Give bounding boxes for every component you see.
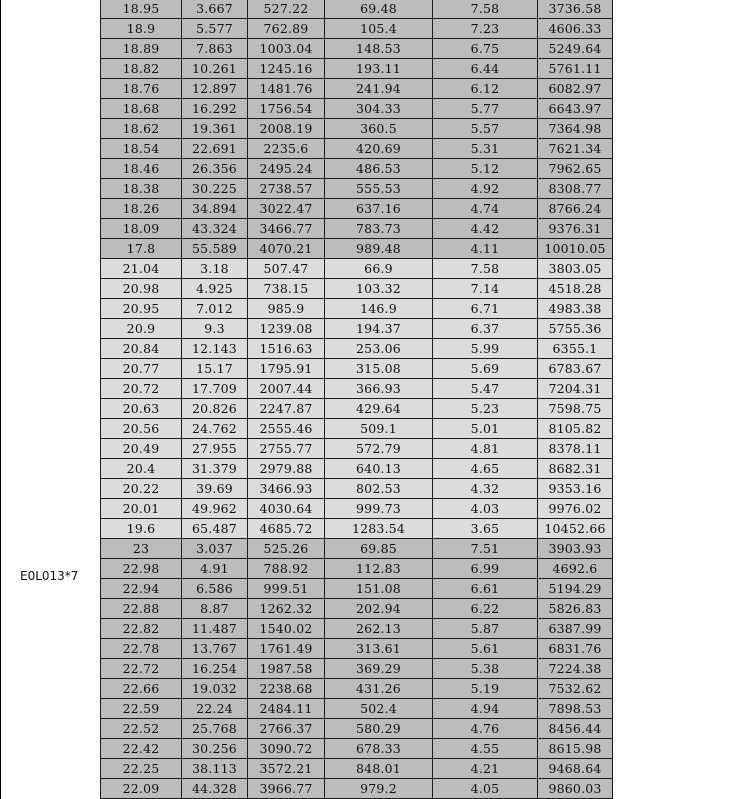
table-cell: 20.826 [182, 399, 248, 419]
table-cell: 20.01 [101, 499, 182, 519]
table-cell: 3966.77 [248, 779, 325, 799]
table-cell: 1239.08 [248, 319, 325, 339]
table-row [101, 699, 613, 719]
table-cell: 5.01 [433, 419, 538, 439]
table-cell: 9860.03 [538, 779, 613, 799]
table-row [101, 59, 613, 79]
table-cell: 5755.36 [538, 319, 613, 339]
table-cell: 8105.82 [538, 419, 613, 439]
table-cell: 22.25 [101, 759, 182, 779]
table-cell: 44.328 [182, 779, 248, 799]
table-cell: 555.53 [325, 179, 433, 199]
table-cell: 2738.57 [248, 179, 325, 199]
table-cell: 55.589 [182, 239, 248, 259]
table-cell: 2555.46 [248, 419, 325, 439]
table-cell: 9976.02 [538, 499, 613, 519]
table-row [101, 179, 613, 199]
table-row [101, 739, 613, 759]
table-cell: 4030.64 [248, 499, 325, 519]
table-row [101, 759, 613, 779]
table-cell: 6.586 [182, 579, 248, 599]
table-cell: 11.487 [182, 619, 248, 639]
table-cell: 678.33 [325, 739, 433, 759]
table-cell: 7.58 [433, 259, 538, 279]
table-cell: 18.68 [101, 99, 182, 119]
table-row [101, 19, 613, 39]
table-cell: 1283.54 [325, 519, 433, 539]
table-cell: 7.58 [433, 0, 538, 19]
table-cell: 20.72 [101, 379, 182, 399]
table-cell: 49.962 [182, 499, 248, 519]
table-cell: 5826.83 [538, 599, 613, 619]
table-cell: 486.53 [325, 159, 433, 179]
table-cell: 20.22 [101, 479, 182, 499]
table-row [101, 319, 613, 339]
table-row [101, 339, 613, 359]
table-row [101, 579, 613, 599]
table-cell: 105.4 [325, 19, 433, 39]
table-cell: 22.42 [101, 739, 182, 759]
table-cell: 10.261 [182, 59, 248, 79]
table-cell: 369.29 [325, 659, 433, 679]
table-cell: 429.64 [325, 399, 433, 419]
table-cell: 24.762 [182, 419, 248, 439]
table-cell: 9468.64 [538, 759, 613, 779]
table-cell: 22.88 [101, 599, 182, 619]
table-cell: 4.05 [433, 779, 538, 799]
table-cell: 194.37 [325, 319, 433, 339]
table-cell: 20.4 [101, 459, 182, 479]
table-cell: 17.8 [101, 239, 182, 259]
table-cell: 17.709 [182, 379, 248, 399]
table-cell: 20.95 [101, 299, 182, 319]
table-cell: 313.61 [325, 639, 433, 659]
table-cell: 802.53 [325, 479, 433, 499]
table-cell: 4692.6 [538, 559, 613, 579]
table-row [101, 159, 613, 179]
table-cell: 580.29 [325, 719, 433, 739]
table-cell: 3.667 [182, 0, 248, 19]
table-cell: 1540.02 [248, 619, 325, 639]
table-cell: 8766.24 [538, 199, 613, 219]
table-row [101, 619, 613, 639]
table-cell: 20.56 [101, 419, 182, 439]
table-cell: 7.51 [433, 539, 538, 559]
table-cell: 4.55 [433, 739, 538, 759]
table-cell: 18.9 [101, 19, 182, 39]
table-cell: 8682.31 [538, 459, 613, 479]
table-cell: 2007.44 [248, 379, 325, 399]
table-cell: 253.06 [325, 339, 433, 359]
table-cell: 4.91 [182, 559, 248, 579]
table-cell: 4070.21 [248, 239, 325, 259]
table-cell: 38.113 [182, 759, 248, 779]
table-cell: 23 [101, 539, 182, 559]
table-cell: 9353.16 [538, 479, 613, 499]
table-cell: 69.48 [325, 0, 433, 19]
table-cell: 8456.44 [538, 719, 613, 739]
table-cell: 22.72 [101, 659, 182, 679]
table-cell: 999.51 [248, 579, 325, 599]
table-cell: 2495.24 [248, 159, 325, 179]
table-cell: 18.62 [101, 119, 182, 139]
table-cell: 9.3 [182, 319, 248, 339]
table-cell: 3.65 [433, 519, 538, 539]
table-cell: 20.84 [101, 339, 182, 359]
table-cell: 4.925 [182, 279, 248, 299]
table-cell: 20.49 [101, 439, 182, 459]
table-cell: 27.955 [182, 439, 248, 459]
table-cell: 22.691 [182, 139, 248, 159]
table-cell: 20.63 [101, 399, 182, 419]
table-cell: 21.04 [101, 259, 182, 279]
table-cell: 4.21 [433, 759, 538, 779]
table-cell: 6355.1 [538, 339, 613, 359]
table-cell: 3903.93 [538, 539, 613, 559]
table-cell: 1481.76 [248, 79, 325, 99]
table-row [101, 659, 613, 679]
table-cell: 4.76 [433, 719, 538, 739]
table-cell: 43.324 [182, 219, 248, 239]
table-cell: 507.47 [248, 259, 325, 279]
table-cell: 2979.88 [248, 459, 325, 479]
table-cell: 304.33 [325, 99, 433, 119]
table-cell: 22.98 [101, 559, 182, 579]
table-cell: 4518.28 [538, 279, 613, 299]
table-cell: 4.03 [433, 499, 538, 519]
table-cell: 3.18 [182, 259, 248, 279]
table-cell: 525.26 [248, 539, 325, 559]
table-cell: 502.4 [325, 699, 433, 719]
table-cell: 103.32 [325, 279, 433, 299]
table-cell: 3022.47 [248, 199, 325, 219]
table-cell: 151.08 [325, 579, 433, 599]
table-cell: 18.46 [101, 159, 182, 179]
table-cell: 6082.97 [538, 79, 613, 99]
table-cell: 527.22 [248, 0, 325, 19]
table-cell: 12.897 [182, 79, 248, 99]
table-cell: 20.77 [101, 359, 182, 379]
table-cell: 69.85 [325, 539, 433, 559]
table-row [101, 479, 613, 499]
table-cell: 2484.11 [248, 699, 325, 719]
table-cell: 1987.58 [248, 659, 325, 679]
table-cell: 22.82 [101, 619, 182, 639]
table-cell: 2008.19 [248, 119, 325, 139]
table-cell: 66.9 [325, 259, 433, 279]
table-cell: 10010.05 [538, 239, 613, 259]
table-cell: 22.66 [101, 679, 182, 699]
table-cell: 16.292 [182, 99, 248, 119]
table-row [101, 379, 613, 399]
table-cell: 19.032 [182, 679, 248, 699]
table-row [101, 719, 613, 739]
table-row [101, 599, 613, 619]
table-row [101, 419, 613, 439]
table-row [101, 399, 613, 419]
table-cell: 7.14 [433, 279, 538, 299]
table-cell: 18.09 [101, 219, 182, 239]
table-row [101, 259, 613, 279]
table-cell: 366.93 [325, 379, 433, 399]
table-cell: 18.95 [101, 0, 182, 19]
table-cell: 8615.98 [538, 739, 613, 759]
table-row [101, 99, 613, 119]
table-cell: 640.13 [325, 459, 433, 479]
table-row [101, 279, 613, 299]
table-cell: 783.73 [325, 219, 433, 239]
table-row [101, 119, 613, 139]
table-cell: 5.23 [433, 399, 538, 419]
table-cell: 7364.98 [538, 119, 613, 139]
table-cell: 5.38 [433, 659, 538, 679]
table-row [101, 539, 613, 559]
table-cell: 1516.63 [248, 339, 325, 359]
table-cell: 848.01 [325, 759, 433, 779]
table-cell: 4.92 [433, 179, 538, 199]
table-row [101, 239, 613, 259]
table-cell: 4.42 [433, 219, 538, 239]
table-cell: 3803.05 [538, 259, 613, 279]
table-cell: 2755.77 [248, 439, 325, 459]
table-cell: 7204.31 [538, 379, 613, 399]
table-cell: 5.61 [433, 639, 538, 659]
performance-table [100, 0, 613, 799]
table-cell: 19.6 [101, 519, 182, 539]
table-cell: 9376.31 [538, 219, 613, 239]
table-row [101, 439, 613, 459]
table-cell: 1795.91 [248, 359, 325, 379]
table-cell: 262.13 [325, 619, 433, 639]
table-row [101, 139, 613, 159]
table-cell: 420.69 [325, 139, 433, 159]
table-cell: 3572.21 [248, 759, 325, 779]
table-cell: 7.012 [182, 299, 248, 319]
table-row [101, 639, 613, 659]
table-cell: 7598.75 [538, 399, 613, 419]
table-cell: 4.32 [433, 479, 538, 499]
table-cell: 989.48 [325, 239, 433, 259]
table-row [101, 459, 613, 479]
table-cell: 7532.62 [538, 679, 613, 699]
table-cell: 6.75 [433, 39, 538, 59]
table-body [101, 0, 613, 799]
table-cell: 34.894 [182, 199, 248, 219]
table-row [101, 79, 613, 99]
table-cell: 1761.49 [248, 639, 325, 659]
table-cell: 25.768 [182, 719, 248, 739]
table-cell: 12.143 [182, 339, 248, 359]
table-cell: 5.69 [433, 359, 538, 379]
table-row [101, 39, 613, 59]
table-cell: 5.57 [433, 119, 538, 139]
table-cell: 6.22 [433, 599, 538, 619]
table-cell: 4606.33 [538, 19, 613, 39]
table-cell: 18.38 [101, 179, 182, 199]
table-cell: 6.44 [433, 59, 538, 79]
table-cell: 3736.58 [538, 0, 613, 19]
table-cell: 5.47 [433, 379, 538, 399]
table-cell: 2235.6 [248, 139, 325, 159]
table-cell: 18.54 [101, 139, 182, 159]
table-row [101, 519, 613, 539]
table-cell: 788.92 [248, 559, 325, 579]
table-cell: 3.037 [182, 539, 248, 559]
table-cell: 202.94 [325, 599, 433, 619]
table-cell: 22.59 [101, 699, 182, 719]
table-cell: 18.26 [101, 199, 182, 219]
table-cell: 762.89 [248, 19, 325, 39]
table-cell: 22.24 [182, 699, 248, 719]
table-cell: 7962.65 [538, 159, 613, 179]
table-cell: 146.9 [325, 299, 433, 319]
table-cell: 1245.16 [248, 59, 325, 79]
table-cell: 1262.32 [248, 599, 325, 619]
table-cell: 5.12 [433, 159, 538, 179]
model-label: E0L013*7 [20, 569, 79, 583]
table-cell: 26.356 [182, 159, 248, 179]
table-cell: 6387.99 [538, 619, 613, 639]
table-cell: 39.69 [182, 479, 248, 499]
table-cell: 4.65 [433, 459, 538, 479]
table-cell: 22.94 [101, 579, 182, 599]
table-cell: 4.81 [433, 439, 538, 459]
table-cell: 360.5 [325, 119, 433, 139]
table-cell: 2238.68 [248, 679, 325, 699]
table-cell: 2247.87 [248, 399, 325, 419]
table-cell: 6.99 [433, 559, 538, 579]
table-cell: 30.256 [182, 739, 248, 759]
table-cell: 4685.72 [248, 519, 325, 539]
table-cell: 738.15 [248, 279, 325, 299]
table-cell: 8308.77 [538, 179, 613, 199]
table-cell: 148.53 [325, 39, 433, 59]
table-cell: 5.99 [433, 339, 538, 359]
table-cell: 6783.67 [538, 359, 613, 379]
table-cell: 22.09 [101, 779, 182, 799]
table-cell: 6831.76 [538, 639, 613, 659]
table-cell: 2766.37 [248, 719, 325, 739]
table-row [101, 299, 613, 319]
table-cell: 5.577 [182, 19, 248, 39]
table-cell: 18.82 [101, 59, 182, 79]
table-cell: 7.23 [433, 19, 538, 39]
table-cell: 7.863 [182, 39, 248, 59]
table-cell: 16.254 [182, 659, 248, 679]
table-cell: 4.94 [433, 699, 538, 719]
table-cell: 22.78 [101, 639, 182, 659]
table-cell: 509.1 [325, 419, 433, 439]
table-cell: 6.12 [433, 79, 538, 99]
table-cell: 19.361 [182, 119, 248, 139]
table-cell: 241.94 [325, 79, 433, 99]
table-cell: 4983.38 [538, 299, 613, 319]
table-cell: 572.79 [325, 439, 433, 459]
table-cell: 5194.29 [538, 579, 613, 599]
table-cell: 6643.97 [538, 99, 613, 119]
table-row [101, 359, 613, 379]
table-cell: 65.487 [182, 519, 248, 539]
table-cell: 13.767 [182, 639, 248, 659]
table-cell: 7621.34 [538, 139, 613, 159]
table-row [101, 679, 613, 699]
table-cell: 1756.54 [248, 99, 325, 119]
table-cell: 3466.93 [248, 479, 325, 499]
table-row [101, 0, 613, 19]
table-cell: 4.11 [433, 239, 538, 259]
table-cell: 3090.72 [248, 739, 325, 759]
table-cell: 4.74 [433, 199, 538, 219]
table-cell: 5249.64 [538, 39, 613, 59]
table-cell: 8378.11 [538, 439, 613, 459]
table-row [101, 499, 613, 519]
table-cell: 979.2 [325, 779, 433, 799]
table-cell: 31.379 [182, 459, 248, 479]
table-cell: 112.83 [325, 559, 433, 579]
table-row [101, 199, 613, 219]
table-cell: 6.61 [433, 579, 538, 599]
table-cell: 15.17 [182, 359, 248, 379]
table-cell: 3466.77 [248, 219, 325, 239]
table-cell: 18.76 [101, 79, 182, 99]
table-cell: 985.9 [248, 299, 325, 319]
table-cell: 18.89 [101, 39, 182, 59]
table-cell: 5.31 [433, 139, 538, 159]
table-cell: 193.11 [325, 59, 433, 79]
table-cell: 637.16 [325, 199, 433, 219]
table-cell: 8.87 [182, 599, 248, 619]
table-cell: 20.98 [101, 279, 182, 299]
table-cell: 1003.04 [248, 39, 325, 59]
table-cell: 7224.38 [538, 659, 613, 679]
table-row [101, 219, 613, 239]
table-cell: 20.9 [101, 319, 182, 339]
table-cell: 6.71 [433, 299, 538, 319]
table-row [101, 779, 613, 799]
table-row [101, 559, 613, 579]
page-left-border [0, 0, 1, 799]
table-cell: 7898.53 [538, 699, 613, 719]
table-cell: 30.225 [182, 179, 248, 199]
table-cell: 315.08 [325, 359, 433, 379]
table-cell: 5.77 [433, 99, 538, 119]
table-cell: 5761.11 [538, 59, 613, 79]
table-cell: 5.87 [433, 619, 538, 639]
table-cell: 5.19 [433, 679, 538, 699]
table-cell: 431.26 [325, 679, 433, 699]
table-cell: 10452.66 [538, 519, 613, 539]
table-cell: 999.73 [325, 499, 433, 519]
table-cell: 6.37 [433, 319, 538, 339]
table-cell: 22.52 [101, 719, 182, 739]
